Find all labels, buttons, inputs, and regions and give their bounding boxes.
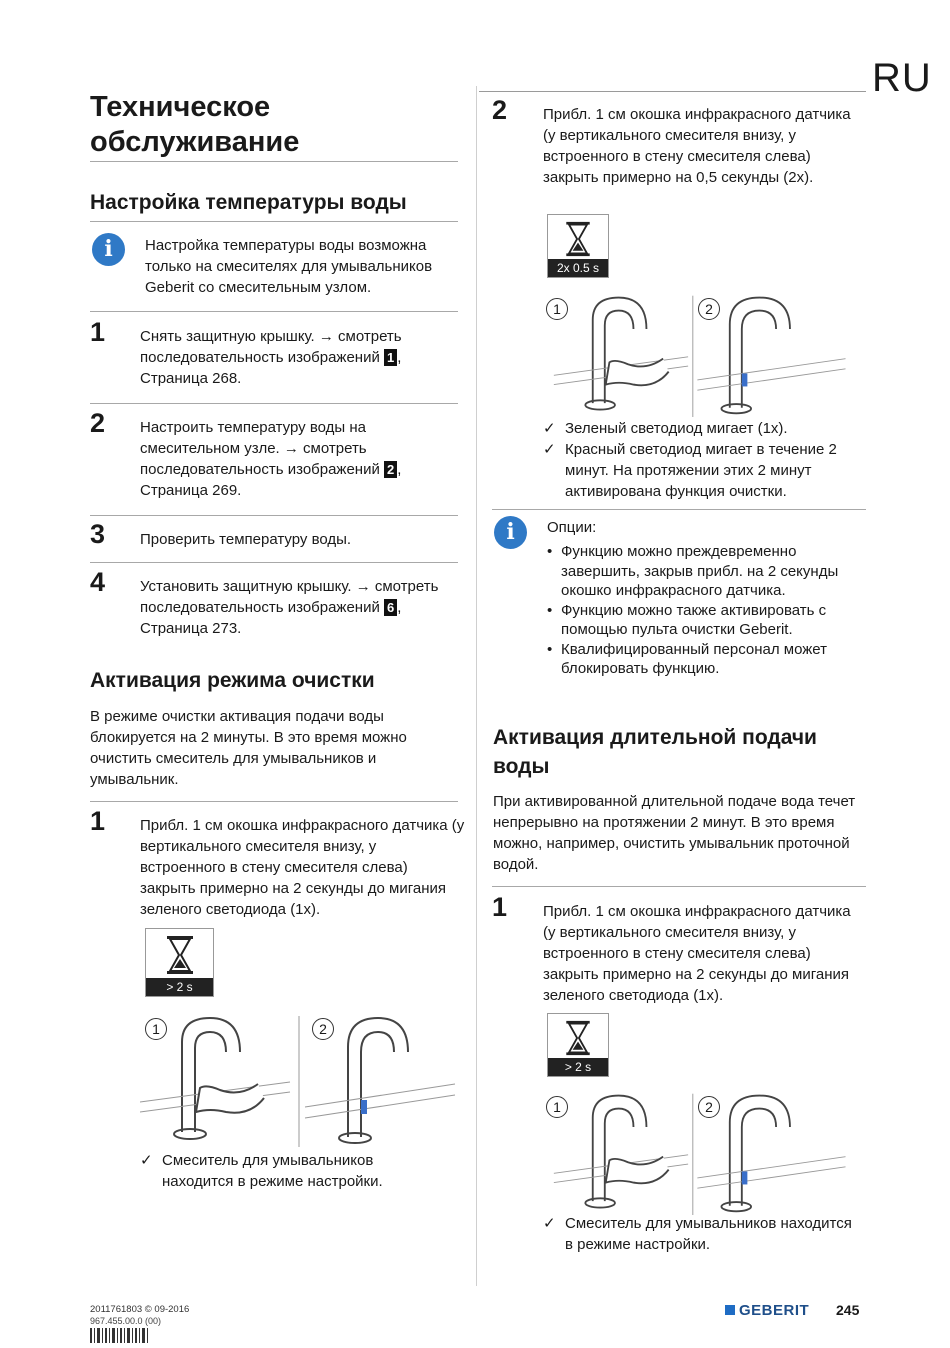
step-rule: [90, 562, 458, 563]
checkmark-icon: ✓: [140, 1152, 153, 1169]
faucet-illustration: [542, 292, 862, 417]
step-number: 2: [90, 408, 106, 438]
faucet-illustration: [542, 1090, 862, 1215]
timer-label: 2x 0.5 s: [548, 259, 608, 277]
info-note: Настройка температуры воды возможна только на смесителях для умывальников Geberit со смесительным узлом.: [145, 237, 433, 296]
checkmark-icon: ✓: [543, 441, 556, 458]
step-text-main: Снять защитную крышку. → смотреть последовательность изображений: [140, 328, 402, 366]
timer-pictogram: [145, 928, 214, 997]
faucet-illustration: [140, 1012, 460, 1147]
step-number: 4: [90, 567, 106, 597]
brand-logo: [725, 1302, 809, 1319]
header-rule: [479, 91, 866, 92]
figure-marker: 2: [698, 1096, 720, 1118]
options-title: Опции:: [547, 519, 597, 536]
timer-pictogram: [547, 1013, 609, 1077]
checkmark-icon: ✓: [543, 420, 556, 437]
step-text: Прибл. 1 см окошка инфракрасного датчика (у вертикального смесителя внизу, у встроенного в стену смесителя слева) закрыть примерно на 2 секунды до мигания зеленого светодиода (1x).: [140, 817, 465, 918]
step-rule: [492, 886, 866, 887]
step-text-tail: , Страница 269.: [140, 461, 402, 499]
column-divider: [476, 86, 477, 1286]
figure-marker: 2: [698, 298, 720, 320]
step-rule: [90, 403, 458, 404]
result-text: Зеленый светодиод мигает (1x).: [565, 420, 788, 437]
step-text-tail: , Страница 268.: [140, 349, 402, 387]
step-text-main: Установить защитную крышку. → смотреть последовательность изображений: [140, 578, 439, 616]
section-intro: В режиме очистки активация подачи воды блокируется на 2 минуты. В это время можно очистить смеситель для умывальников и умывальник.: [90, 708, 407, 788]
section-heading-temperature: Настройка температуры воды: [90, 191, 407, 214]
step-number: 1: [492, 892, 508, 922]
document-code: 2011761803 © 09-2016: [90, 1304, 190, 1315]
result-text: Смеситель для умывальников находится в режиме настройки.: [162, 1152, 383, 1190]
barcode-text: 967.455.00.0 (00): [90, 1316, 162, 1326]
step-text: [140, 326, 440, 389]
section-heading-cleaning: Активация режима очистки: [90, 669, 375, 692]
timer-pictogram: [547, 214, 609, 278]
step-text: Проверить температуру воды.: [140, 531, 352, 548]
image-sequence-ref[interactable]: 2: [384, 461, 397, 478]
title-rule: [90, 161, 458, 162]
step-number: 1: [90, 806, 106, 836]
figure-marker: 1: [546, 298, 568, 320]
step-number: 2: [492, 95, 508, 125]
step-text: [140, 417, 440, 501]
options-list: [547, 542, 857, 679]
page-title: Техническое обслуживание: [90, 91, 300, 158]
step-number: 3: [90, 519, 106, 549]
brand-square-icon: [725, 1305, 735, 1315]
step-text-tail: , Страница 273.: [140, 599, 402, 637]
language-tag: RU: [872, 56, 932, 100]
figure-marker: 2: [312, 1018, 334, 1040]
option-item: • Функцию можно преждевременно завершить, закрыв прибл. на 2 секунды окошко инфракрасного датчика.: [547, 542, 857, 601]
result-text: Красный светодиод мигает в течение 2 минут. На протяжении этих 2 минут активирована функция очистки.: [565, 441, 837, 500]
barcode: [90, 1318, 190, 1343]
hourglass-icon: [564, 221, 592, 257]
option-item: • Квалифицированный персонал может блокировать функцию.: [547, 640, 857, 679]
figure-marker: 1: [546, 1096, 568, 1118]
step-text: [140, 576, 440, 639]
section-rule: [90, 221, 458, 222]
section-intro: При активированной длительной подаче вода течет непрерывно на протяжении 2 минут. В это время можно, например, очистить умывальник проточной водой.: [493, 793, 856, 873]
figure-marker: 1: [145, 1018, 167, 1040]
result-text: Смеситель для умывальников находится в режиме настройки.: [565, 1215, 852, 1253]
info-icon: i: [92, 233, 125, 266]
step-text-main: Настроить температуру воды на смесительном узле. → смотреть последовательность изображений: [140, 419, 380, 478]
page-number: 245: [836, 1302, 860, 1318]
faucet-sensor-figure: [140, 1012, 460, 1147]
section-heading-continuous-flow: Активация длительной подачи воды: [493, 726, 817, 778]
option-item: • Функцию можно также активировать с помощью пульта очистки Geberit.: [547, 601, 857, 640]
timer-label: > 2 s: [548, 1058, 608, 1076]
info-icon: i: [494, 516, 527, 549]
step-rule: [492, 509, 866, 510]
step-text: Прибл. 1 см окошка инфракрасного датчика (у вертикального смесителя внизу, у встроенного в стену смесителя слева) закрыть примерно на 2 секунды до мигания зеленого светодиода (1x).: [543, 903, 851, 1004]
image-sequence-ref[interactable]: 1: [384, 349, 397, 366]
step-rule: [90, 515, 458, 516]
hourglass-icon: [165, 935, 195, 975]
timer-label: > 2 s: [146, 978, 213, 996]
step-rule: [90, 801, 458, 802]
step-rule: [90, 311, 458, 312]
hourglass-icon: [564, 1020, 592, 1056]
brand-name: GEBERIT: [739, 1302, 810, 1319]
image-sequence-ref[interactable]: 6: [384, 599, 397, 616]
step-number: 1: [90, 317, 106, 347]
checkmark-icon: ✓: [543, 1215, 556, 1232]
step-text: Прибл. 1 см окошка инфракрасного датчика (у вертикального смесителя внизу, у встроенного в стену смесителя слева) закрыть примерно на 0,5 секунды (2x).: [543, 106, 851, 186]
